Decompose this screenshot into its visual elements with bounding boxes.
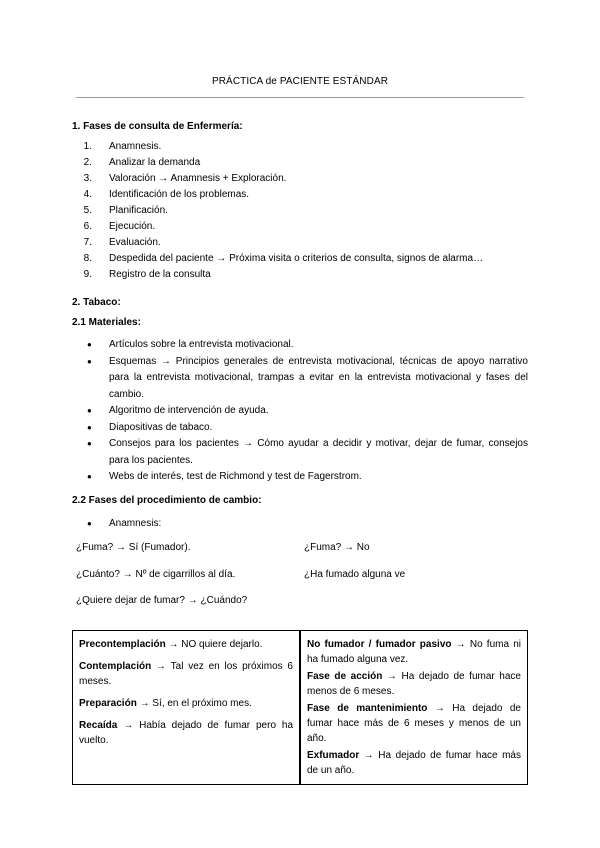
list-item: 7. Evaluación. xyxy=(83,237,161,248)
stage-entry: Precontemplación → NO quiere dejarlo. xyxy=(79,639,263,650)
stage-entry: Fase de acción → Ha dejado de fumar hace menos de 6 meses. xyxy=(307,671,521,697)
stages-table xyxy=(72,630,528,785)
bullet-icon: ● xyxy=(87,406,92,415)
list-item: 2. Analizar la demanda xyxy=(83,157,201,168)
question-smokes-yes: ¿Fuma? → Sí (Fumador). xyxy=(76,542,191,553)
list-item: 3. Valoración → Anamnesis + Exploración. xyxy=(83,173,287,184)
section2-2-heading: 2.2 Fases del procedimiento de cambio: xyxy=(72,495,262,506)
section2-heading: 2. Tabaco: xyxy=(72,297,121,308)
list-item: 1. Anamnesis. xyxy=(83,141,162,152)
list-item: ● Artículos sobre la entrevista motivacional. xyxy=(109,337,528,354)
section1-list xyxy=(76,141,536,285)
title-divider xyxy=(76,97,524,98)
list-item: ● Algoritmo de intervención de ayuda. xyxy=(109,403,528,420)
stage-entry: Preparación → Sí, en el próximo mes. xyxy=(79,698,252,709)
stages-right-column xyxy=(300,631,528,785)
question-how-much: ¿Cuánto? → Nº de cigarrillos al día. xyxy=(76,569,236,580)
bullet-icon: ● xyxy=(87,472,92,481)
bullet-icon: ● xyxy=(87,340,92,349)
list-item: 9. Registro de la consulta xyxy=(83,269,211,280)
question-ever-smoked: ¿Ha fumado alguna ve xyxy=(304,569,406,580)
question-quit: ¿Quiere dejar de fumar? → ¿Cuándo? xyxy=(76,595,248,606)
list-item: ● Diapositivas de tabaco. xyxy=(109,420,528,437)
bullet-icon: ● xyxy=(87,356,92,366)
stage-entry: Recaída → Había dejado de fumar pero ha vuelto. xyxy=(79,720,293,746)
question-smokes-no: ¿Fuma? → No xyxy=(304,542,370,553)
bullet-icon: ● xyxy=(87,519,92,528)
list-item: 8. Despedida del paciente → Próxima visita o criterios de consulta, signos de alarma… xyxy=(83,253,484,264)
list-item: 4. Identificación de los problemas. xyxy=(83,189,250,200)
stages-left-column xyxy=(73,631,301,785)
document-title: PRÁCTICA de PACIENTE ESTÁNDAR xyxy=(211,76,389,87)
anamnesis-label: Anamnesis: xyxy=(109,518,162,529)
materials-list xyxy=(87,337,528,486)
list-item: 6. Ejecución. xyxy=(83,221,156,232)
bullet-icon: ● xyxy=(87,422,92,432)
stage-entry: Exfumador → Ha dejado de fumar hace más de un año. xyxy=(307,750,521,776)
section1-heading: 1. Fases de consulta de Enfermería: xyxy=(72,121,243,132)
stage-entry: No fumador / fumador pasivo → No fuma ni ha fumado alguna vez. xyxy=(307,639,521,665)
stage-entry: Fase de mantenimiento → Ha dejado de fumar hace más de 6 meses y menos de un año. xyxy=(307,703,521,744)
bullet-icon: ● xyxy=(87,439,92,448)
list-item: ● Esquemas → Principios generales de entrevista motivacional, técnicas de apoyo narrativo para la entrevista motivacional, trampas a evitar en la entrevista motivacional y fases del cambio. xyxy=(87,355,528,400)
list-item: ● Consejos para los pacientes → Cómo ayudar a decidir y motivar, dejar de fumar, consejos para los pacientes. xyxy=(87,438,528,466)
stage-entry: Contemplación → Tal vez en los próximos 6 meses. xyxy=(79,661,293,687)
list-item: 5. Planificación. xyxy=(83,205,168,216)
section2-1-heading: 2.1 Materiales: xyxy=(72,317,141,328)
list-item: ● Webs de interés, test de Richmond y test de Fagerstrom. xyxy=(109,469,528,486)
